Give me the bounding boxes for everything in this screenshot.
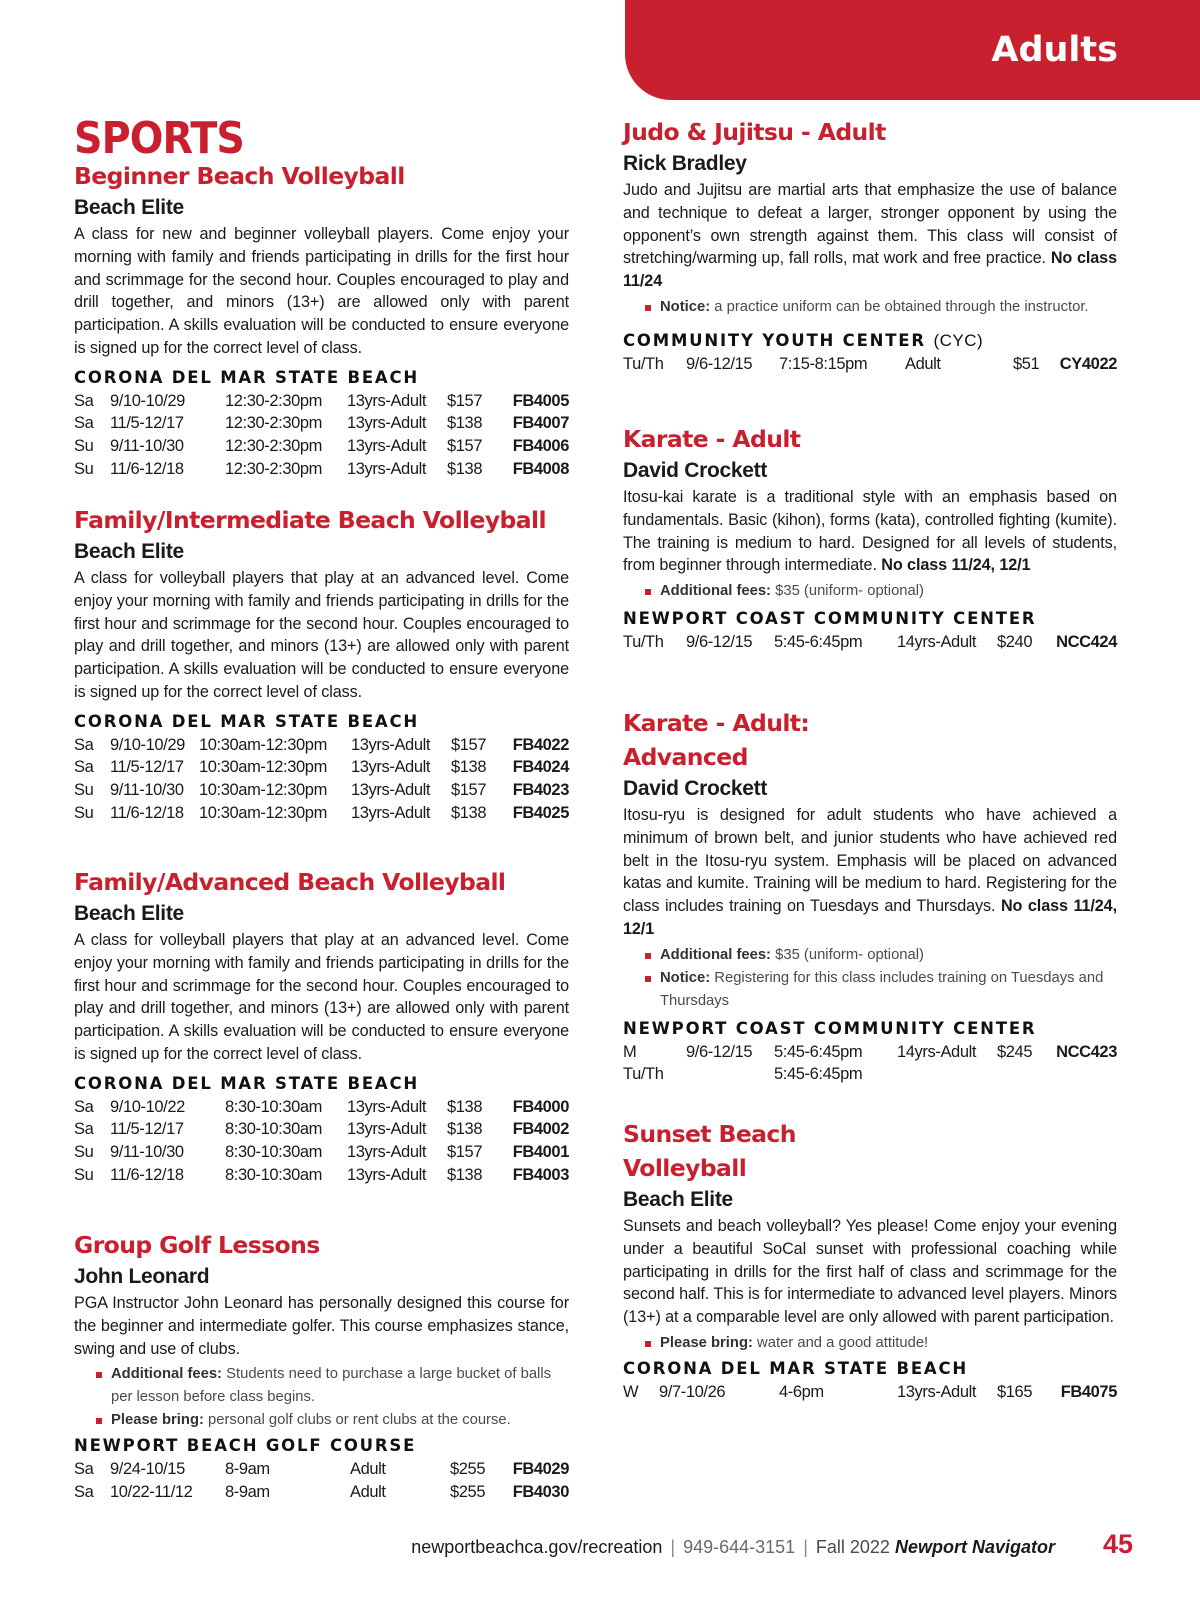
fee: $157	[447, 1142, 483, 1161]
schedule-row	[74, 756, 569, 779]
dates: 11/6-12/18	[110, 803, 184, 822]
dates: 9/10-10/29	[110, 735, 185, 754]
schedule-row	[74, 1481, 569, 1504]
class-title-line1: Sunset Beach	[623, 1120, 796, 1148]
course-code: CY4022	[1059, 354, 1117, 373]
note-label: Additional fees:	[660, 583, 771, 600]
age: 13yrs-Adult	[351, 803, 431, 822]
time: 12:30-2:30pm	[225, 414, 323, 433]
time: 8:30-10:30am	[225, 1165, 323, 1184]
course-code: FB4000	[512, 1097, 569, 1116]
note-label: Please bring:	[660, 1334, 753, 1351]
time: 12:30-2:30pm	[225, 436, 323, 455]
class-location: CORONA DEL MAR STATE BEACH	[623, 1358, 969, 1378]
fee: $255	[450, 1460, 486, 1479]
dates: 11/6-12/18	[110, 459, 184, 478]
time: 7:15-8:15pm	[779, 354, 868, 373]
fee: $157	[451, 735, 487, 754]
section-tab	[625, 0, 1200, 100]
fee: $138	[447, 459, 483, 478]
bullet-square-icon	[645, 1341, 651, 1347]
no-class-notice: No class 11/24, 12/1	[881, 556, 1031, 575]
fee: $138	[447, 1097, 483, 1116]
schedule-row	[74, 1141, 569, 1164]
class-description	[623, 804, 1117, 941]
schedule-row	[623, 631, 1117, 654]
class-instructor: Beach Elite	[623, 1188, 733, 1211]
fee: $138	[451, 803, 487, 822]
time: 8-9am	[225, 1482, 270, 1501]
age: 13yrs-Adult	[347, 1097, 427, 1116]
fee: $51	[1013, 354, 1040, 373]
schedule-row	[74, 779, 569, 802]
class-instructor: John Leonard	[74, 1265, 210, 1288]
course-code: FB4029	[512, 1460, 569, 1479]
day: Tu/Th	[623, 354, 664, 373]
schedule-table	[74, 1096, 569, 1186]
day: Su	[74, 780, 94, 799]
class-title: Group Golf Lessons	[74, 1231, 320, 1259]
age: Adult	[905, 354, 941, 373]
note-item	[623, 1332, 1117, 1355]
description-text: Itosu-kai karate is a traditional style with an emphasis based on fundamentals. Basic (kihon), forms (kata), controlled fighting (kumite). The training is medium to hard. Designed for all levels of students, from beginner through intermediate.	[623, 488, 1117, 575]
footer-phone: 949-644-3151	[683, 1537, 796, 1557]
class-title: Judo & Jujitsu - Adult	[623, 118, 886, 146]
day: Sa	[74, 414, 94, 433]
class-notes	[623, 580, 1117, 603]
day: Su	[74, 459, 94, 478]
bullet-square-icon	[96, 1418, 102, 1424]
age: 13yrs-Adult	[347, 391, 427, 410]
class-title: Family/Advanced Beach Volleyball	[74, 868, 506, 896]
time: 8-9am	[225, 1460, 270, 1479]
footer-text	[411, 1537, 1055, 1558]
day: Tu/Th	[623, 633, 664, 652]
fee: $240	[997, 633, 1033, 652]
dates: 9/6-12/15	[686, 1042, 753, 1061]
class-instructor: Rick Bradley	[623, 152, 747, 175]
dates: 9/6-12/15	[686, 633, 753, 652]
class-location: CORONA DEL MAR STATE BEACH	[74, 1073, 420, 1093]
class-description: A class for volleyball players that play at an advanced level. Come enjoy your morning with family and friends participating in drills for the first hour and scrimmage for the second hour. Couples encouraged to play and drill together, and minors (13+) are allowed only with parent participation. A skills evaluation will be conducted to ensure everyone is signed up for the correct level of class.	[74, 569, 569, 701]
dates: 11/6-12/18	[110, 1165, 184, 1184]
fee	[997, 1063, 1037, 1086]
day: Sa	[74, 758, 94, 777]
class-description: Sunsets and beach volleyball? Yes please! Come enjoy your evening under a beautiful SoCal sunset with professional coaching while participating in drills for the first half of class and scrimmage for the second half. This is for intermediate to advanced level players. Minors (13+) at a comparable level are only allowed with parent participation.	[623, 1217, 1117, 1327]
dates: 9/24-10/15	[110, 1460, 185, 1479]
class-notes	[74, 1363, 569, 1432]
class-listing	[74, 159, 569, 480]
day: Su	[74, 1165, 94, 1184]
schedule-row	[74, 734, 569, 757]
course-code: FB4007	[512, 414, 569, 433]
class-title-line2: Volleyball	[623, 1154, 747, 1182]
class-title: Beginner Beach Volleyball	[74, 162, 405, 190]
course-code	[1037, 1063, 1117, 1086]
time: 5:45-6:45pm	[774, 1042, 863, 1061]
bullet-square-icon	[96, 1372, 102, 1378]
day: W	[623, 1382, 639, 1401]
schedule-table	[74, 734, 569, 824]
class-notes	[623, 296, 1117, 319]
dates: 9/10-10/29	[110, 391, 185, 410]
schedule-row	[623, 353, 1117, 376]
no-class-notice: No class 11/24, 12/1	[623, 897, 1117, 938]
class-title: Family/Intermediate Beach Volleyball	[74, 506, 546, 534]
fee: $255	[450, 1482, 486, 1501]
dates: 11/5-12/17	[110, 1120, 184, 1139]
bullet-square-icon	[645, 976, 651, 982]
fee: $138	[447, 414, 483, 433]
schedule-row	[74, 390, 569, 413]
location-name: COMMUNITY YOUTH CENTER	[623, 330, 926, 350]
class-listing	[74, 1228, 569, 1504]
note-text: personal golf clubs or rent clubs at the course.	[208, 1412, 511, 1429]
dates: 9/11-10/30	[110, 436, 184, 455]
schedule-row	[623, 1063, 1117, 1086]
age: 13yrs-Adult	[351, 758, 431, 777]
class-location: CORONA DEL MAR STATE BEACH	[74, 711, 420, 731]
dates: 11/5-12/17	[110, 758, 184, 777]
age: Adult	[350, 1460, 386, 1479]
age: 13yrs-Adult	[347, 1120, 427, 1139]
schedule-row	[74, 1458, 569, 1481]
age	[897, 1063, 997, 1086]
course-code: FB4030	[512, 1482, 569, 1501]
course-code: FB4024	[512, 758, 569, 777]
fee: $138	[451, 758, 487, 777]
day: Tu/Th	[623, 1065, 664, 1084]
fee: $157	[451, 780, 487, 799]
time: 4-6pm	[779, 1382, 824, 1401]
course-code: FB4001	[512, 1142, 569, 1161]
section-tab-label: Adults	[991, 30, 1118, 70]
footer-separator: |	[670, 1537, 676, 1557]
day: M	[623, 1042, 637, 1061]
schedule-table	[623, 353, 1117, 376]
day: Su	[74, 1142, 94, 1161]
class-description: PGA Instructor John Leonard has personally designed this course for the beginner and intermediate golfer. This course emphasizes stance, swing and use of clubs.	[74, 1294, 569, 1358]
class-instructor: Beach Elite	[74, 196, 184, 219]
course-code: FB4006	[512, 436, 569, 455]
note-label: Notice:	[660, 969, 711, 986]
dates: 9/7-10/26	[659, 1382, 726, 1401]
course-code: FB4005	[512, 391, 569, 410]
footer-season: Fall 2022	[815, 1537, 890, 1557]
class-description: A class for new and beginner volleyball players. Come enjoy your morning with family and friends participating in drills for the first hour and scrimmage for the second hour. Couples encouraged to play and drill together, and minors (13+) are allowed only with parent participation. A skills evaluation will be conducted to ensure everyone is signed up for the correct level of class.	[74, 225, 569, 357]
class-instructor: David Crockett	[623, 459, 768, 482]
dates: 9/11-10/30	[110, 780, 184, 799]
dates: 9/10-10/22	[110, 1097, 185, 1116]
age: 13yrs-Adult	[347, 436, 427, 455]
schedule-row	[74, 412, 569, 435]
fee: $138	[447, 1165, 483, 1184]
course-code: FB4003	[512, 1165, 569, 1184]
page-heading: SPORTS	[74, 113, 245, 164]
time: 10:30am-12:30pm	[199, 735, 327, 754]
age: 14yrs-Adult	[897, 633, 977, 652]
time: 10:30am-12:30pm	[199, 780, 327, 799]
dates: 9/6-12/15	[686, 354, 753, 373]
fee: $138	[447, 1120, 483, 1139]
class-instructor: Beach Elite	[74, 902, 184, 925]
footer-separator: |	[803, 1537, 808, 1557]
note-item	[623, 967, 1117, 1013]
note-label: Please bring:	[111, 1412, 204, 1429]
time: 10:30am-12:30pm	[199, 803, 327, 822]
course-code: NCC423	[1056, 1042, 1117, 1061]
page-number: 45	[1102, 1529, 1133, 1559]
class-description	[623, 486, 1117, 577]
fee: $245	[997, 1042, 1033, 1061]
day: Sa	[74, 1120, 94, 1139]
age: 13yrs-Adult	[347, 459, 427, 478]
schedule-table	[623, 1041, 1117, 1086]
time: 8:30-10:30am	[225, 1097, 323, 1116]
class-location: NEWPORT COAST COMMUNITY CENTER	[623, 609, 1037, 629]
schedule-table	[623, 631, 1117, 654]
time: 8:30-10:30am	[225, 1142, 323, 1161]
note-label: Notice:	[660, 298, 711, 315]
course-code: FB4008	[512, 459, 569, 478]
class-location: NEWPORT BEACH GOLF COURSE	[74, 1436, 417, 1456]
time: 12:30-2:30pm	[225, 459, 323, 478]
time: 10:30am-12:30pm	[199, 758, 327, 777]
dates: 9/11-10/30	[110, 1142, 184, 1161]
age: 13yrs-Adult	[897, 1382, 977, 1401]
time: 12:30-2:30pm	[225, 391, 323, 410]
time: 8:30-10:30am	[225, 1120, 323, 1139]
course-code: FB4025	[512, 803, 569, 822]
note-label: Additional fees:	[111, 1366, 222, 1383]
footer-website-link[interactable]: newportbeachca.gov/recreation	[411, 1537, 663, 1557]
class-description	[623, 179, 1117, 293]
course-code: FB4023	[512, 780, 569, 799]
location-abbreviation: (CYC)	[933, 330, 984, 350]
note-item	[623, 944, 1117, 967]
schedule-row	[74, 458, 569, 481]
day: Sa	[74, 391, 94, 410]
course-code: FB4022	[512, 735, 569, 754]
class-listing	[623, 1117, 1117, 1404]
class-listing	[623, 422, 1117, 654]
schedule-row	[623, 1381, 1117, 1404]
bullet-square-icon	[645, 953, 651, 959]
schedule-row	[74, 802, 569, 825]
class-title: Karate - Adult	[623, 425, 801, 453]
description-text: Judo and Jujitsu are martial arts that emphasize the use of balance and technique to defeat a larger, stronger opponent by using the opponent’s own strength against them. This class will consist of stretching/warming up, fall rolls, mat work and free practice.	[623, 181, 1117, 268]
course-code: FB4002	[512, 1120, 569, 1139]
class-title-line1: Karate - Adult:	[623, 709, 810, 737]
no-class-notice: No class 11/24	[623, 249, 1117, 291]
note-item	[74, 1409, 569, 1432]
age: 13yrs-Adult	[351, 780, 431, 799]
age: Adult	[350, 1482, 386, 1501]
note-text: Registering for this class includes training on Tuesdays and Thursdays	[660, 969, 1104, 1009]
note-item	[623, 580, 1117, 603]
footer-magazine: Newport Navigator	[894, 1537, 1055, 1557]
age: 13yrs-Adult	[347, 414, 427, 433]
note-item	[623, 296, 1117, 319]
time: 5:45-6:45pm	[774, 1065, 863, 1084]
description-text: Itosu-ryu is designed for adult students who have achieved a minimum of brown belt, and junior students who have achieved red belt in the Itosu-ryu system. Emphasis will be placed on advanced katas and kumite. Training will be medium to hard. Registering for the class includes training on Tuesdays and Thursdays.	[623, 806, 1117, 916]
fee: $165	[997, 1382, 1033, 1401]
class-listing	[74, 503, 569, 824]
age: 13yrs-Adult	[351, 735, 431, 754]
day: Su	[74, 803, 94, 822]
note-text: $35 (uniform- optional)	[775, 946, 924, 963]
day: Su	[74, 436, 94, 455]
day: Sa	[74, 1097, 94, 1116]
fee: $157	[447, 436, 483, 455]
course-code: NCC424	[1056, 633, 1117, 652]
class-notes	[623, 1332, 1117, 1355]
class-instructor: David Crockett	[623, 777, 768, 800]
age: 13yrs-Adult	[347, 1142, 427, 1161]
class-location: NEWPORT COAST COMMUNITY CENTER	[623, 1018, 1037, 1038]
class-listing	[623, 706, 1117, 1086]
schedule-row	[623, 1041, 1117, 1064]
class-location	[623, 329, 1117, 353]
bullet-square-icon	[645, 305, 651, 311]
bullet-square-icon	[645, 589, 651, 595]
schedule-row	[74, 1164, 569, 1187]
age: 13yrs-Adult	[347, 1165, 427, 1184]
dates: 10/22-11/12	[110, 1482, 193, 1501]
course-code: FB4075	[1060, 1382, 1117, 1401]
schedule-table	[623, 1381, 1117, 1404]
class-description: A class for volleyball players that play at an advanced level. Come enjoy your morning with family and friends participating in drills for the first hour and scrimmage for the second hour. Couples encouraged to play and drill together, and minors (13+) are allowed only with parent participation. A skills evaluation will be conducted to ensure everyone is signed up for the correct level of class.	[74, 931, 569, 1063]
age: 14yrs-Adult	[897, 1042, 977, 1061]
note-text: Students need to purchase a large bucket of balls per lesson before class begins.	[111, 1366, 552, 1406]
class-location: CORONA DEL MAR STATE BEACH	[74, 367, 420, 387]
fee: $157	[447, 391, 483, 410]
schedule-table	[74, 1458, 569, 1503]
schedule-row	[74, 1096, 569, 1119]
class-notes	[623, 944, 1117, 1013]
note-text: $35 (uniform- optional)	[775, 583, 924, 600]
class-instructor: Beach Elite	[74, 540, 184, 563]
schedule-row	[74, 435, 569, 458]
schedule-row	[74, 1118, 569, 1141]
day: Sa	[74, 1460, 94, 1479]
schedule-table	[74, 390, 569, 480]
note-text: water and a good attitude!	[757, 1334, 929, 1351]
dates: 11/5-12/17	[110, 414, 184, 433]
class-listing	[74, 865, 569, 1186]
time: 5:45-6:45pm	[774, 633, 863, 652]
note-text: a practice uniform can be obtained through the instructor.	[714, 298, 1089, 315]
class-listing	[623, 115, 1117, 376]
dates	[686, 1063, 774, 1086]
day: Sa	[74, 1482, 94, 1501]
class-title-line2: Advanced	[623, 743, 748, 771]
note-item	[74, 1363, 569, 1409]
page-footer	[0, 1527, 1200, 1567]
day: Sa	[74, 735, 94, 754]
note-label: Additional fees:	[660, 946, 771, 963]
